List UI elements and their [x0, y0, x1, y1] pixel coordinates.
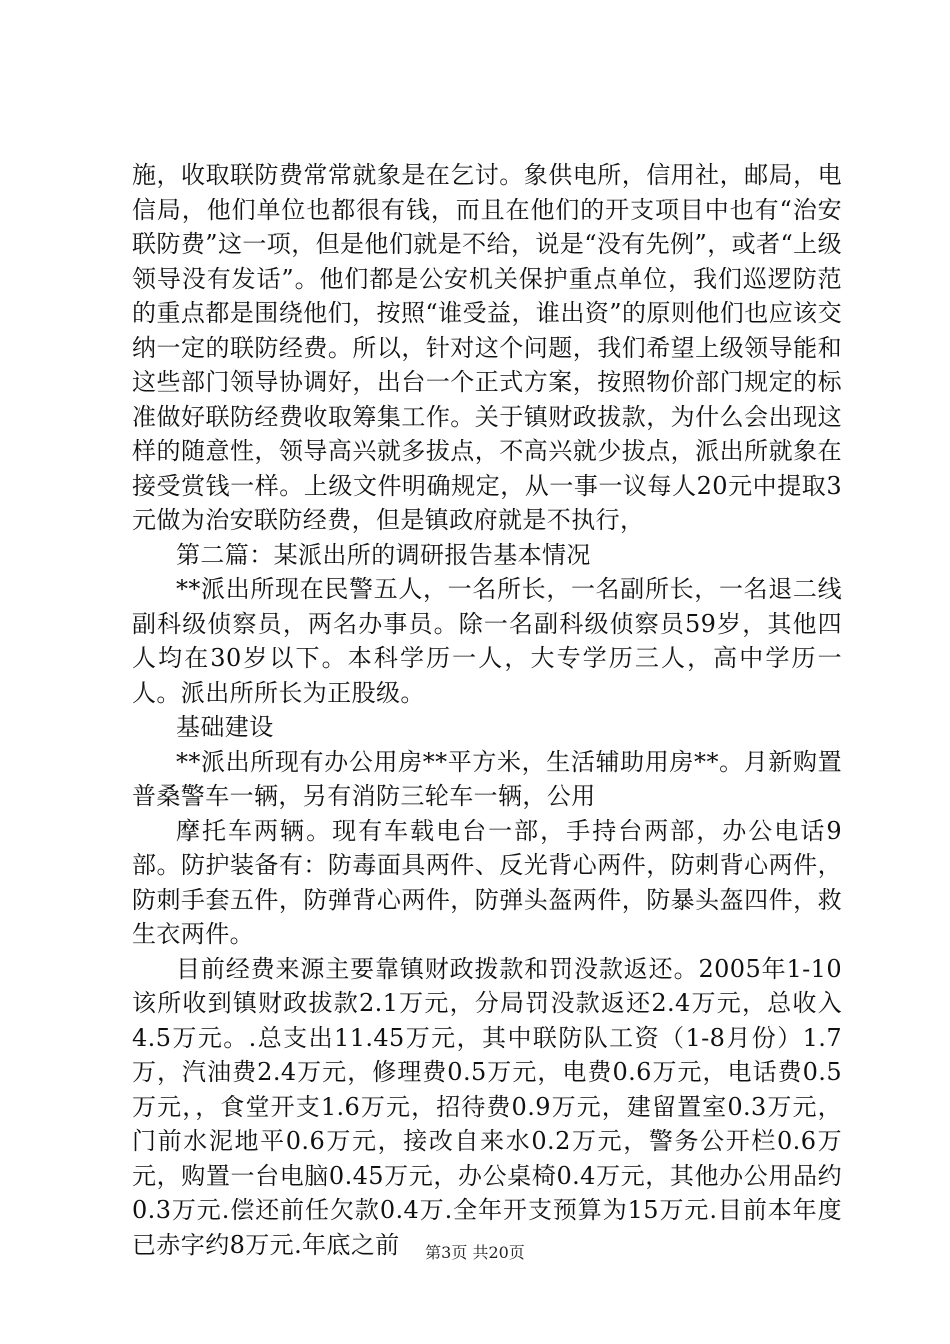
section-heading-second-article: 第二篇：某派出所的调研报告基本情况: [176, 540, 591, 569]
document-body: [132, 158, 842, 1262]
section-heading-infrastructure: 基础建设: [176, 713, 274, 741]
paragraph-continuation: 施，收取联防费常常就象是在乞讨。象供电所，信用社，邮局，电信局，他们单位也都很有钱，而且在他们的开支项目中也有“治安联防费”这一项，但是他们就是不给，说是“没有先例”，或者“上级领导没有发话”。他们都是公安机关保护重点单位，我们巡逻防范的重点都是围绕他们，按照“谁受益，谁出资”的原则他们也应该交纳一定的联防经费。所以，针对这个问题，我们希望上级领导能和这些部门领导协调好，出台一个正式方案，按照物价部门规定的标准做好联防经费收取筹集工作。关于镇财政拔款，为什么会出现这样的随意性，领导高兴就多拔点，不高兴就少拔点，派出所就象在接受赏钱一样。上级文件明确规定，从一事一议每人20元中提取3元做为治安联防经费，但是镇政府就是不执行，: [132, 161, 842, 534]
page-number-footer: 第3页 共20页: [425, 1243, 525, 1262]
paragraph-funding: 目前经费来源主要靠镇财政拨款和罚没款返还。2005年1-10该所收到镇财政拔款2.1万元，分局罚没款返还2.4万元，总收入4.5万元。.总支出11.45万元，其中联防队工资（1-8月份）1.7万，汽油费2.4万元，修理费0.5万元，电费0.6万元，电话费0.5万元，，食堂开支1.6万元，招待费0.9万元，建留置室0.3万元，门前水泥地平0.6万元，接改自来水0.2万元，警务公开栏0.6万元，购置一台电脑0.45万元，办公桌椅0.4万元，其他办公用品约0.3万元.偿还前任欠款0.4万.全年开支预算为15万元.目前本年度已赤字约8万元.年底之前: [132, 954, 842, 1259]
paragraph-facilities: **派出所现有办公用房**平方米，生活辅助用房**。月新购置普桑警车一辆，另有消防三轮车一辆，公用: [132, 747, 842, 810]
paragraph-equipment: 摩托车两辆。现有车载电台一部，手持台两部，办公电话9部。防护装备有：防毒面具两件、反光背心两件，防刺背心两件，防刺手套五件，防弹背心两件，防弹头盔两件，防暴头盔四件，救生衣两件。: [132, 816, 842, 948]
paragraph-staffing: **派出所现在民警五人，一名所长，一名副所长，一名退二线副科级侦察员，两名办事员。除一名副科级侦察员59岁，其他四人均在30岁以下。本科学历一人，大专学历三人，高中学历一人。派出所所长为正股级。: [132, 575, 842, 707]
